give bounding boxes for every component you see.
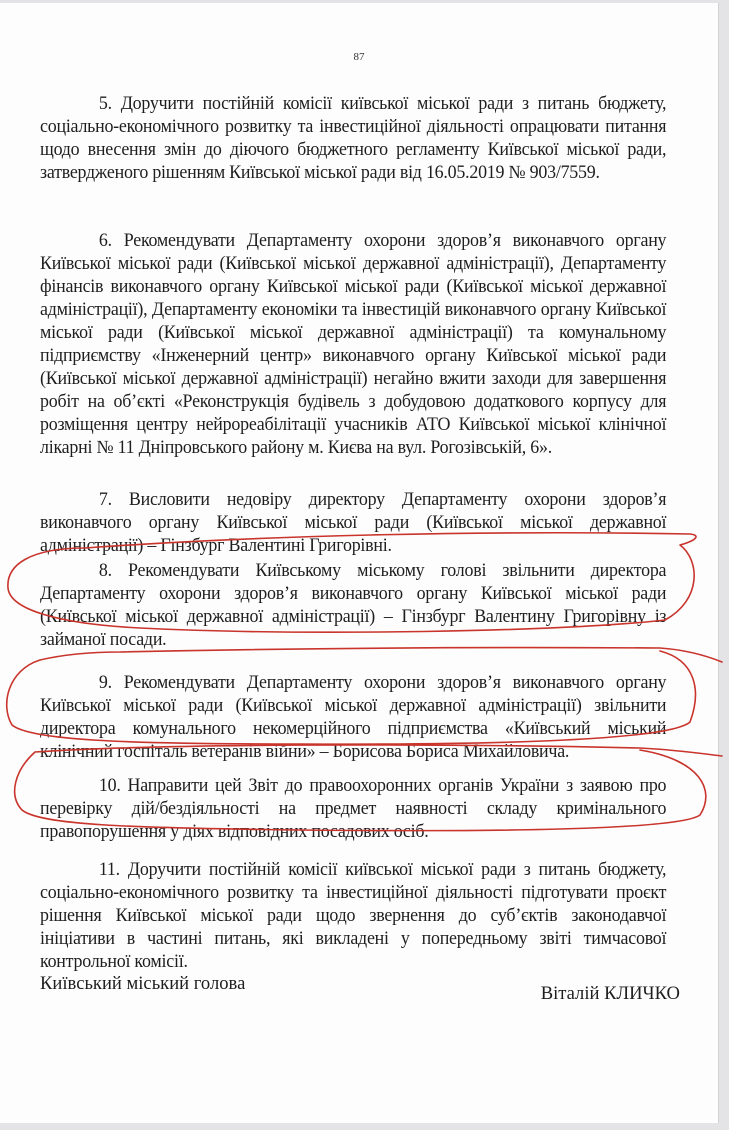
paragraph-8: 8. Рекомендувати Київському міському голові звільнити директора Департаменту охорони здоров’я виконавчого органу Київської міської ради (Київської міської державної адміністрації) – Гінзбург Валентину Григорівну із займаної посади.	[40, 559, 667, 650]
signature-title: Київський міський голова	[40, 973, 246, 994]
paragraph-10: 10. Направити цей Звіт до правоохоронних органів України з заявою про перевірку дій/бездіяльності на предмет наявності складу кримінального правопорушення у діях відповідних посадових осіб.	[40, 774, 667, 842]
paragraph-5: 5. Доручити постійній комісії київської міської ради з питань бюджету, соціально-економічного розвитку та інвестиційної діяльності опрацювати питання щодо внесення змін до діючого бюджетного регламенту Київської міської ради, затвердженого рішенням Київської міської ради від 16.05.2019 № 903/7559.	[40, 92, 667, 183]
document-page	[0, 3, 719, 1123]
paragraph-7: 7. Висловити недовіру директору Департаменту охорони здоров’я виконавчого органу Київської міської ради (Київської міської державної адміністрації) – Гінзбург Валентині Григорівні.	[40, 488, 667, 556]
page-number: 87	[353, 51, 365, 63]
paragraph-6: 6. Рекомендувати Департаменту охорони здоров’я виконавчого органу Київської міської ради (Київської міської державної адміністрації), Департаменту фінансів виконавчого органу Київської міської ради (Київської міської державної адміністрації), Департаменту економіки та інвестицій виконавчого органу Київської міської ради (Київської міської державної адміністрації) та комунальному підприємству «Інженерний центр» виконавчого органу Київської міської ради (Київської міської державної адміністрації) негайно вжити заходи для завершення робіт на об’єкті «Реконструкція будівель з добудовою додаткового корпусу для розміщення центру нейрореабілітації учасників АТО Київської міської клінічної лікарні № 11 Дніпровського району м. Києва на вул. Рогозівській, 6».	[40, 229, 667, 458]
signature-name: Віталій КЛИЧКО	[540, 983, 680, 1004]
paragraph-9: 9. Рекомендувати Департаменту охорони здоров’я виконавчого органу Київської міської ради (Київської міської державної адміністрації) звільнити директора комунального некомерційного підприємства «Київський міський клінічний госпіталь ветеранів війни» – Борисова Бориса Михайловича.	[40, 671, 667, 762]
paragraph-11: 11. Доручити постійній комісії київської міської ради з питань бюджету, соціально-економічного розвитку та інвестиційної діяльності підготувати проєкт рішення Київської міської ради щодо звернення до суб’єктів законодавчої ініціативи в частині питань, які викладені у попередньому звіті тимчасової контрольної комісії.	[40, 858, 667, 972]
